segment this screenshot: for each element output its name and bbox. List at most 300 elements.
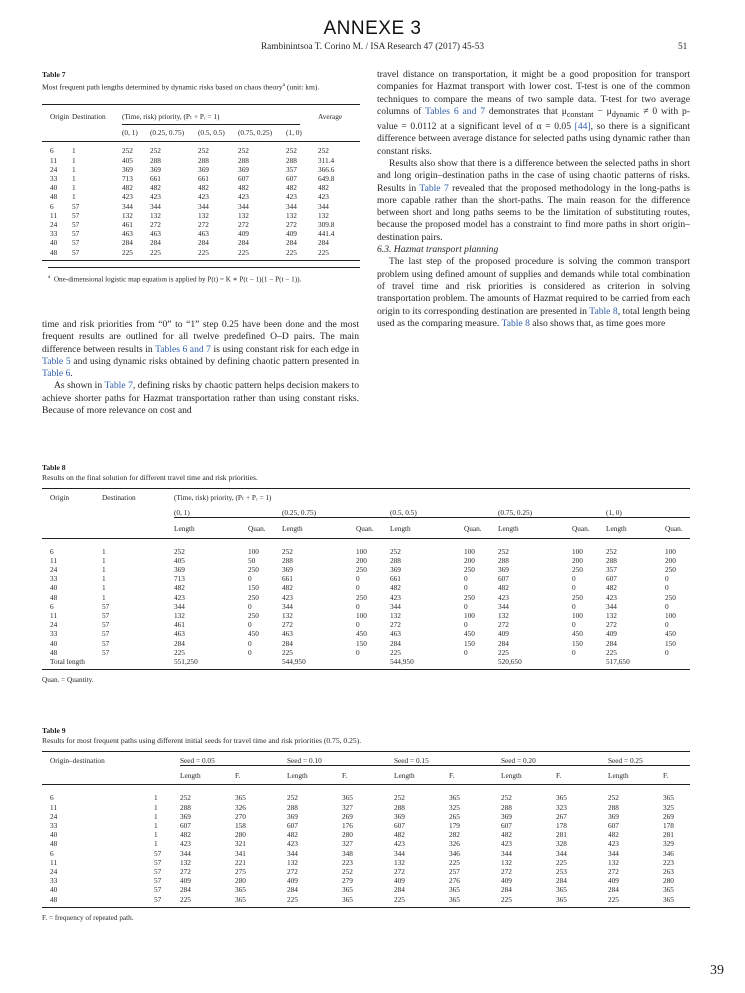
table8-label: Table 8 bbox=[42, 463, 66, 472]
table-cell: 365 bbox=[449, 793, 460, 803]
table-cell: 6 bbox=[50, 848, 54, 858]
table8-subhead-quan: Quan. bbox=[665, 518, 690, 538]
table-cell: 6 bbox=[50, 793, 54, 803]
table-cell: 57 bbox=[154, 894, 162, 904]
table-cell: 200 bbox=[464, 555, 475, 565]
table-row bbox=[42, 849, 690, 858]
table-cell: 463 bbox=[282, 629, 293, 639]
table-cell: 1 bbox=[102, 592, 106, 602]
table-cell: 252 bbox=[318, 146, 329, 156]
table-cell: 0 bbox=[572, 601, 576, 611]
table-cell: 344 bbox=[238, 201, 249, 211]
table-cell: 329 bbox=[663, 839, 674, 849]
table-row bbox=[42, 648, 690, 657]
table7-header-origin: Origin bbox=[50, 112, 70, 121]
table-cell: 252 bbox=[174, 546, 185, 556]
table-cell: 57 bbox=[154, 867, 162, 877]
table-cell: 369 bbox=[287, 811, 298, 821]
link-table-7[interactable]: Table 7 bbox=[104, 380, 133, 392]
table-cell: 0 bbox=[572, 647, 576, 657]
table-cell: 225 bbox=[449, 857, 460, 867]
table-row bbox=[42, 220, 360, 229]
table-cell: 284 bbox=[501, 885, 512, 895]
table-cell: 482 bbox=[174, 583, 185, 593]
link-table-6[interactable]: Table 6 bbox=[42, 368, 71, 380]
table8-group-header: (0.5, 0.5) bbox=[390, 508, 417, 518]
table-cell: 132 bbox=[238, 210, 249, 220]
footer-number: 39 bbox=[710, 963, 724, 978]
table-cell: 281 bbox=[663, 830, 674, 840]
table-cell: 423 bbox=[394, 839, 405, 849]
table-cell: 288 bbox=[198, 155, 209, 165]
table8-caption-text: Results on the final solution for different travel time and risk priorities. bbox=[42, 473, 258, 482]
table-cell: 461 bbox=[122, 220, 133, 230]
text-span: , defining risks by chaotic pattern helps decision makers to achieve shorter paths for Hazmat transportation rather than using constant risks. Because of more relevance on cost and bbox=[42, 380, 359, 417]
table-cell: 365 bbox=[235, 793, 246, 803]
table-cell: 463 bbox=[122, 229, 133, 239]
table-cell: 272 bbox=[198, 220, 209, 230]
table-row bbox=[42, 174, 360, 183]
table9-seed-header: Seed = 0.25 bbox=[608, 756, 643, 765]
table-cell: 250 bbox=[665, 565, 676, 575]
table-cell: 423 bbox=[286, 192, 297, 202]
table-cell: 6 bbox=[50, 146, 54, 156]
table-cell: 450 bbox=[248, 629, 259, 639]
table8-group-header: (0.25, 0.75) bbox=[282, 508, 317, 518]
table-row bbox=[42, 876, 690, 885]
table-cell: 325 bbox=[449, 802, 460, 812]
table-cell: 365 bbox=[449, 894, 460, 904]
table-cell: 225 bbox=[238, 247, 249, 257]
table-cell: 0 bbox=[665, 620, 669, 630]
table-cell: 463 bbox=[174, 629, 185, 639]
table-cell: 369 bbox=[498, 565, 509, 575]
table7-header-priority: (Time, risk) priority, (Pₜ + Pᵣ = 1) bbox=[122, 112, 220, 121]
table-cell: 132 bbox=[498, 611, 509, 621]
link-table-7[interactable]: Table 7 bbox=[419, 182, 449, 194]
table-cell: 57 bbox=[154, 857, 162, 867]
table-cell: 225 bbox=[608, 894, 619, 904]
table-cell: 423 bbox=[608, 839, 619, 849]
table-cell: 288 bbox=[150, 155, 161, 165]
table-cell: 365 bbox=[556, 894, 567, 904]
table-cell: 250 bbox=[464, 592, 475, 602]
table-cell: 225 bbox=[286, 247, 297, 257]
table-cell: 250 bbox=[665, 592, 676, 602]
text-span: time and risk priorities from “0” to “1” step 0.25 have been done and the most frequent results are outlined for all twelve predefined O–D pairs. The main difference between results in bbox=[42, 319, 359, 355]
table-cell: 344 bbox=[282, 601, 293, 611]
table-cell: 344 bbox=[608, 848, 619, 858]
table7-subhead: (0.5, 0.5) bbox=[198, 128, 225, 138]
table-cell: 482 bbox=[498, 583, 509, 593]
table-cell: 423 bbox=[198, 192, 209, 202]
table-cell: 409 bbox=[501, 876, 512, 886]
table9-seed-header: Seed = 0.10 bbox=[287, 756, 322, 765]
table-cell: 132 bbox=[606, 611, 617, 621]
table-cell: 100 bbox=[665, 611, 676, 621]
table-cell: 272 bbox=[501, 867, 512, 877]
table8-subhead-length: Length bbox=[498, 518, 572, 538]
table-cell: 365 bbox=[342, 885, 353, 895]
table-cell: 607 bbox=[238, 174, 249, 184]
table-cell: 48 bbox=[50, 592, 58, 602]
table-row bbox=[42, 142, 360, 156]
table-row bbox=[42, 839, 690, 848]
link-ref-44[interactable]: [44] bbox=[574, 121, 591, 133]
table-cell: 1 bbox=[154, 830, 158, 840]
table-row bbox=[42, 211, 360, 220]
text-span: revealed that the proposed methodology in the long-paths is more capable rather than the short-paths. The main reason for the difference between short and long paths seems to be the limitation of substituting routes, because the proposed model has a constraint to find more paths in short origin–destination pairs. bbox=[377, 182, 690, 243]
table-cell: 252 bbox=[122, 146, 133, 156]
table-cell: 369 bbox=[394, 811, 405, 821]
table-cell: 225 bbox=[556, 857, 567, 867]
table-cell: 649.8 bbox=[318, 174, 335, 184]
text-span: ≠ 0 with p-value = 0.0112 at a significant level of α = 0.05 bbox=[377, 105, 690, 133]
table-cell: 0 bbox=[665, 574, 669, 584]
table-cell: 0 bbox=[248, 601, 252, 611]
table-cell: 0 bbox=[665, 583, 669, 593]
table-row bbox=[42, 583, 690, 592]
table-cell: 327 bbox=[342, 802, 353, 812]
table-cell: 284 bbox=[198, 238, 209, 248]
table-cell: 1 bbox=[154, 802, 158, 812]
table-cell: 423 bbox=[501, 839, 512, 849]
table-cell: 0 bbox=[248, 638, 252, 648]
table-cell: 1 bbox=[72, 155, 76, 165]
table-cell: 200 bbox=[665, 555, 676, 565]
table-cell: 272 bbox=[498, 620, 509, 630]
table-cell: 423 bbox=[606, 592, 617, 602]
table-cell: 482 bbox=[282, 583, 293, 593]
table-cell: 57 bbox=[154, 885, 162, 895]
table-cell: 100 bbox=[464, 546, 475, 556]
table-row bbox=[42, 602, 690, 611]
table-cell: 272 bbox=[394, 867, 405, 877]
table-cell: 365 bbox=[235, 885, 246, 895]
table9-caption-text: Results for most frequent paths using different initial seeds for travel time and risk priorities (0.75, 0.25). bbox=[42, 736, 362, 745]
table-cell: 607 bbox=[287, 821, 298, 831]
table-cell: 482 bbox=[394, 830, 405, 840]
table-cell: 1 bbox=[72, 174, 76, 184]
table-cell: 24 bbox=[50, 565, 58, 575]
table-cell: 158 bbox=[235, 821, 246, 831]
table-cell: 288 bbox=[394, 802, 405, 812]
table9-seed-header: Seed = 0.05 bbox=[180, 756, 215, 765]
table7-subhead: (1, 0) bbox=[286, 128, 302, 138]
table-cell: 311.4 bbox=[318, 155, 335, 165]
table-cell: 405 bbox=[174, 555, 185, 565]
table-cell: 57 bbox=[72, 210, 80, 220]
table8-subhead-quan: Quan. bbox=[464, 518, 498, 538]
table8-subhead-length: Length bbox=[390, 518, 464, 538]
table-row bbox=[42, 895, 690, 908]
table7-footnote bbox=[48, 267, 360, 284]
table-cell: 365 bbox=[342, 894, 353, 904]
table9 bbox=[42, 751, 690, 923]
table-cell: 357 bbox=[286, 164, 297, 174]
link-tables-6-7[interactable]: Tables 6 and 7 bbox=[425, 105, 486, 117]
table-cell: 365 bbox=[342, 793, 353, 803]
table-cell: 288 bbox=[238, 155, 249, 165]
table-cell: 369 bbox=[608, 811, 619, 821]
table-cell: 0 bbox=[464, 601, 468, 611]
table-cell: 252 bbox=[342, 867, 353, 877]
table-cell: 100 bbox=[572, 546, 583, 556]
section-heading: 6.3. Hazmat transport planning bbox=[377, 244, 499, 256]
table-row bbox=[42, 238, 360, 247]
table-cell: 423 bbox=[238, 192, 249, 202]
table-cell: 57 bbox=[102, 620, 110, 630]
table-cell: 100 bbox=[356, 546, 367, 556]
table-cell: 328 bbox=[556, 839, 567, 849]
table-cell: 365 bbox=[449, 885, 460, 895]
table-cell: 150 bbox=[356, 638, 367, 648]
table-cell: 284 bbox=[174, 638, 185, 648]
table-cell: 100 bbox=[248, 546, 259, 556]
table-cell: 132 bbox=[174, 611, 185, 621]
table-cell: 288 bbox=[606, 555, 617, 565]
table-cell: 607 bbox=[286, 174, 297, 184]
table9-seed-header: Seed = 0.15 bbox=[394, 756, 429, 765]
table-cell: 288 bbox=[287, 802, 298, 812]
table-cell: 252 bbox=[238, 146, 249, 156]
table-cell: 11 bbox=[50, 210, 58, 220]
table-cell: 482 bbox=[287, 830, 298, 840]
table-cell: 270 bbox=[235, 811, 246, 821]
table-cell: 1 bbox=[72, 192, 76, 202]
annexe-title: ANNEXE 3 bbox=[323, 18, 422, 39]
table-cell: 369 bbox=[198, 164, 209, 174]
table-cell: 0 bbox=[464, 620, 468, 630]
table-cell: 482 bbox=[606, 583, 617, 593]
table-cell: 1 bbox=[154, 793, 158, 803]
table-cell: 284 bbox=[556, 876, 567, 886]
left-column-text bbox=[42, 319, 359, 417]
table-cell: 482 bbox=[390, 583, 401, 593]
table-cell: 100 bbox=[572, 611, 583, 621]
table-cell: 40 bbox=[50, 830, 58, 840]
text-span: demonstrates that μ bbox=[485, 105, 567, 117]
left-paragraph-1 bbox=[42, 319, 359, 380]
table-row bbox=[42, 156, 360, 165]
table-cell: 284 bbox=[318, 238, 329, 248]
table-cell: 607 bbox=[394, 821, 405, 831]
right-paragraph-2 bbox=[377, 158, 690, 244]
table-cell: 225 bbox=[394, 894, 405, 904]
table-cell: 57 bbox=[72, 229, 80, 239]
table-row bbox=[42, 858, 690, 867]
text-span: , total length being used as the comparing measure. bbox=[377, 305, 690, 329]
table-cell: 344 bbox=[606, 601, 617, 611]
text-span: and using dynamic risks obtained by defining chaotic pattern presented in bbox=[70, 355, 359, 367]
table-row bbox=[42, 183, 360, 192]
table-cell: 57 bbox=[72, 247, 80, 257]
table-cell: 150 bbox=[572, 638, 583, 648]
table-cell: 0 bbox=[464, 647, 468, 657]
table-row bbox=[42, 229, 360, 238]
table-cell: 0 bbox=[356, 583, 360, 593]
table-cell: 482 bbox=[501, 830, 512, 840]
table-cell: 11 bbox=[50, 857, 58, 867]
table-cell: 344 bbox=[122, 201, 133, 211]
table-cell: 150 bbox=[248, 583, 259, 593]
table-cell: 225 bbox=[198, 247, 209, 257]
table-cell: 24 bbox=[50, 620, 58, 630]
table-cell: 482 bbox=[122, 183, 133, 193]
text-sub: dynamic bbox=[611, 109, 640, 119]
table-cell: 1 bbox=[154, 821, 158, 831]
table-cell: 11 bbox=[50, 611, 58, 621]
table-cell: 252 bbox=[501, 793, 512, 803]
table8-total-value: 544,950 bbox=[390, 657, 414, 667]
table-cell: 0 bbox=[356, 601, 360, 611]
table7-footnote-mark: a bbox=[48, 274, 51, 280]
table-cell: 275 bbox=[235, 867, 246, 877]
table-cell: 150 bbox=[464, 638, 475, 648]
table-cell: 57 bbox=[72, 201, 80, 211]
table-cell: 357 bbox=[606, 565, 617, 575]
table-cell: 1 bbox=[72, 164, 76, 174]
table-cell: 284 bbox=[287, 885, 298, 895]
table-cell: 221 bbox=[235, 857, 246, 867]
table-cell: 250 bbox=[356, 565, 367, 575]
table-cell: 344 bbox=[150, 201, 161, 211]
table-cell: 409 bbox=[286, 229, 297, 239]
table-cell: 57 bbox=[102, 611, 110, 621]
table-cell: 0 bbox=[572, 574, 576, 584]
link-tables-6-7[interactable]: Tables 6 and 7 bbox=[155, 343, 211, 355]
table-cell: 369 bbox=[238, 164, 249, 174]
table-cell: 309.8 bbox=[318, 220, 335, 230]
table-cell: 100 bbox=[665, 546, 676, 556]
table-cell: 365 bbox=[663, 793, 674, 803]
table-cell: 178 bbox=[663, 821, 674, 831]
table-cell: 250 bbox=[248, 592, 259, 602]
table-cell: 366.6 bbox=[318, 164, 335, 174]
table-cell: 450 bbox=[464, 629, 475, 639]
table-row bbox=[42, 803, 690, 812]
table-cell: 272 bbox=[287, 867, 298, 877]
table8-subhead-length: Length bbox=[606, 518, 665, 538]
table-cell: 450 bbox=[572, 629, 583, 639]
table-cell: 50 bbox=[248, 555, 256, 565]
table8-subhead-quan: Quan. bbox=[248, 518, 282, 538]
table-cell: 288 bbox=[501, 802, 512, 812]
table-cell: 288 bbox=[608, 802, 619, 812]
table-cell: 11 bbox=[50, 802, 58, 812]
table-cell: 176 bbox=[342, 821, 353, 831]
table9-seed-header: Seed = 0.20 bbox=[501, 756, 536, 765]
table-cell: 326 bbox=[449, 839, 460, 849]
table-row bbox=[42, 812, 690, 821]
table-cell: 57 bbox=[102, 629, 110, 639]
table-cell: 252 bbox=[394, 793, 405, 803]
table-cell: 423 bbox=[287, 839, 298, 849]
table-cell: 365 bbox=[235, 894, 246, 904]
table-cell: 225 bbox=[606, 647, 617, 657]
table-cell: 284 bbox=[498, 638, 509, 648]
table-cell: 346 bbox=[449, 848, 460, 858]
table-cell: 284 bbox=[606, 638, 617, 648]
table-cell: 365 bbox=[663, 885, 674, 895]
table-cell: 365 bbox=[556, 885, 567, 895]
table-cell: 252 bbox=[198, 146, 209, 156]
table-cell: 252 bbox=[282, 546, 293, 556]
table-cell: 225 bbox=[174, 647, 185, 657]
table-cell: 223 bbox=[342, 857, 353, 867]
table-row bbox=[42, 885, 690, 894]
link-table-8[interactable]: Table 8 bbox=[501, 317, 530, 329]
table-cell: 423 bbox=[122, 192, 133, 202]
table-cell: 33 bbox=[50, 629, 58, 639]
table-cell: 252 bbox=[608, 793, 619, 803]
table8-subhead-length: Length bbox=[282, 518, 356, 538]
table-cell: 179 bbox=[449, 821, 460, 831]
table-cell: 269 bbox=[663, 811, 674, 821]
table-cell: 225 bbox=[282, 647, 293, 657]
table-cell: 1 bbox=[72, 146, 76, 156]
table-cell: 1 bbox=[102, 574, 106, 584]
text-span: − μ bbox=[593, 105, 612, 117]
table-cell: 252 bbox=[390, 546, 401, 556]
table-cell: 284 bbox=[390, 638, 401, 648]
table8-header-destination: Destination bbox=[102, 493, 136, 502]
table-row bbox=[42, 556, 690, 565]
table-cell: 33 bbox=[50, 876, 58, 886]
table-cell: 132 bbox=[180, 857, 191, 867]
table-cell: 661 bbox=[150, 174, 161, 184]
table-cell: 276 bbox=[449, 876, 460, 886]
table9-subhead-length: Length bbox=[180, 766, 235, 785]
table-cell: 409 bbox=[606, 629, 617, 639]
table-row bbox=[42, 867, 690, 876]
link-table-5[interactable]: Table 5 bbox=[42, 355, 71, 367]
table-cell: 24 bbox=[50, 811, 58, 821]
table-cell: 281 bbox=[556, 830, 567, 840]
table-cell: 265 bbox=[449, 811, 460, 821]
table-cell: 250 bbox=[248, 565, 259, 575]
table7-subhead: (0.25, 0.75) bbox=[150, 128, 185, 138]
table-cell: 423 bbox=[390, 592, 401, 602]
table-cell: 252 bbox=[498, 546, 509, 556]
page-number: 51 bbox=[678, 42, 688, 52]
table-cell: 48 bbox=[50, 894, 58, 904]
text-span: The last step of the proposed procedure is solving the common transport problem using defined amount of supplies and demands while total combination of travel time and risk priorities is considered as criterion in solving transportation problem. The amounts of Hazmat required to be carried from each origin to its corresponding destination are presented in bbox=[377, 256, 690, 317]
table-cell: 225 bbox=[498, 647, 509, 657]
table-cell: 280 bbox=[235, 876, 246, 886]
table-cell: 326 bbox=[235, 802, 246, 812]
table-cell: 1 bbox=[102, 583, 106, 593]
table-cell: 344 bbox=[174, 601, 185, 611]
link-table-8[interactable]: Table 8 bbox=[589, 305, 618, 317]
table8-total-label: Total length bbox=[50, 657, 85, 667]
table9-subhead-f: F. bbox=[663, 766, 690, 785]
table-cell: 272 bbox=[238, 220, 249, 230]
table-cell: 284 bbox=[282, 638, 293, 648]
table-cell: 423 bbox=[150, 192, 161, 202]
table-row bbox=[42, 165, 360, 174]
table7-footnote-text: One-dimensional logistic map equation is applied by P(t) = K ∗ P(t − 1)(1 − P(t − 1)). bbox=[53, 275, 302, 284]
table-cell: 0 bbox=[356, 574, 360, 584]
table9-subhead-f: F. bbox=[556, 766, 608, 785]
table-cell: 250 bbox=[572, 592, 583, 602]
table-cell: 252 bbox=[180, 793, 191, 803]
table-cell: 40 bbox=[50, 238, 58, 248]
table9-subhead-f: F. bbox=[342, 766, 394, 785]
table-cell: 132 bbox=[150, 210, 161, 220]
table-cell: 325 bbox=[663, 802, 674, 812]
table-cell: 24 bbox=[50, 867, 58, 877]
